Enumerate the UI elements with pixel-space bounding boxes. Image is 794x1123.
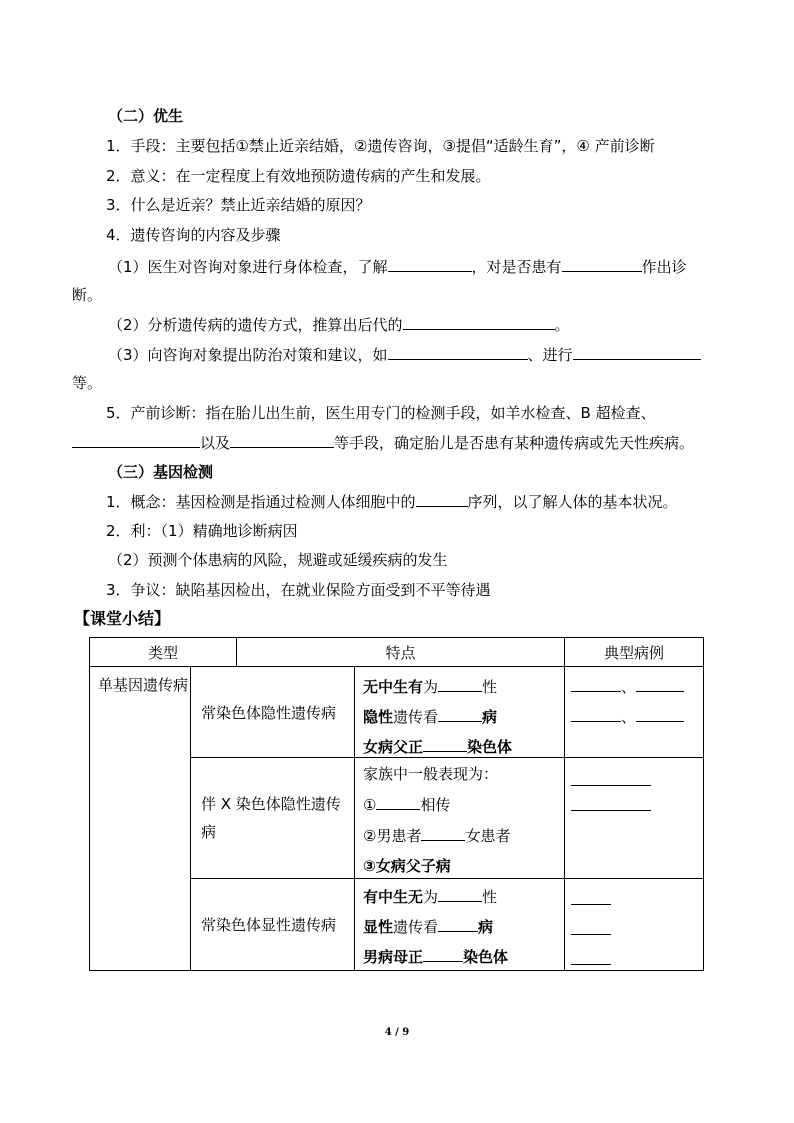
- feature-line: [363, 825, 564, 846]
- consult-step-1-text-c: 作出诊: [641, 258, 687, 276]
- feature-bold: 男病母正: [363, 948, 424, 966]
- blank-field: [438, 916, 478, 932]
- group-label: 单基因遗传病: [90, 667, 191, 971]
- feature-cell: [355, 758, 565, 879]
- yousheng-item-3: 3．什么是近亲？禁止近亲结婚的原因？: [106, 196, 371, 214]
- blank-field: [562, 256, 642, 272]
- blank-field: [230, 432, 334, 448]
- feature-cell: [355, 879, 565, 971]
- blank-field: [416, 491, 468, 507]
- example-cell: [565, 879, 704, 971]
- consult-step-3-cont: 等。: [72, 374, 103, 392]
- yousheng-item-4: 4．遗传咨询的内容及步骤: [106, 226, 281, 244]
- example-cell: [565, 758, 704, 879]
- blank-field: [423, 736, 467, 752]
- example-line: [571, 949, 703, 970]
- feature-text: ②男患者: [363, 827, 422, 845]
- feature-line: 家族中一般表现为：: [363, 765, 499, 783]
- consult-step-2: [108, 314, 570, 335]
- consult-step-2-text: （2）分析遗传病的遗传方式，推算出后代的: [108, 316, 403, 334]
- feature-text: ①: [363, 796, 377, 814]
- blank-field: [438, 706, 482, 722]
- consult-step-1: [108, 256, 687, 277]
- item-5-text-c: 等手段，确定胎儿是否患有某种遗传病或先天性疾病。: [334, 434, 695, 452]
- blank-field: [376, 794, 420, 810]
- blank-field: [571, 706, 621, 722]
- feature-text: 性: [482, 888, 498, 906]
- feature-bold: 有中生无: [363, 888, 424, 906]
- consult-step-3-text: （3）向咨询对象提出防治对策和建议，如: [108, 346, 388, 364]
- blank-field: [438, 676, 482, 692]
- header-feature: 特点: [237, 638, 565, 667]
- feature-line: [363, 736, 564, 757]
- blank-field: [571, 949, 611, 965]
- feature-line: [363, 794, 564, 815]
- feature-bold: ③女病父子病: [363, 857, 451, 875]
- feature-text: 女患者: [465, 827, 511, 845]
- consult-step-3: [108, 344, 701, 365]
- table-row: [90, 667, 704, 758]
- feature-text: 为: [423, 888, 439, 906]
- example-line: [571, 795, 703, 816]
- header-example: 典型病例: [565, 638, 704, 667]
- yousheng-item-5: 5．产前诊断：指在胎儿出生前，医生用专门的检测手段，如羊水检查、B 超检查、: [106, 404, 656, 422]
- feature-cell: [355, 667, 565, 758]
- blank-field: [72, 432, 200, 448]
- example-line: [571, 919, 703, 940]
- consult-step-2-text-b: 。: [554, 316, 570, 334]
- feature-line: [363, 856, 564, 876]
- example-line: [571, 706, 703, 727]
- feature-bold: 病: [482, 708, 498, 726]
- feature-bold: 无中生有: [363, 678, 424, 696]
- jiyin-item-2: 2．利：（1）精确地诊断病因: [106, 522, 298, 540]
- blank-field: [571, 795, 651, 811]
- example-line: [571, 770, 703, 791]
- blank-field: [636, 676, 684, 692]
- header-type: 类型: [90, 638, 237, 667]
- feature-line: [363, 946, 564, 967]
- blank-field: [571, 919, 611, 935]
- consult-step-1-text: （1）医生对咨询对象进行身体检查，了解: [108, 258, 388, 276]
- feature-line: [363, 706, 564, 727]
- blank-field: [388, 256, 472, 272]
- feature-text: 遗传看: [393, 918, 439, 936]
- jiyin-item-1-text: 1．概念：基因检测是指通过检测人体细胞中的: [106, 493, 416, 511]
- separator: 、: [621, 708, 637, 726]
- table-header-row: [90, 638, 704, 667]
- blank-field: [571, 770, 651, 786]
- yousheng-item-5-cont: [72, 432, 694, 453]
- type-cell: 常染色体显性遗传病: [191, 879, 355, 971]
- item-5-text-b: 以及: [200, 434, 231, 452]
- feature-text: 为: [423, 678, 439, 696]
- example-cell: [565, 667, 704, 758]
- feature-bold: 病: [478, 918, 494, 936]
- consult-step-1-cont: 断。: [72, 286, 103, 304]
- jiyin-item-1-text-b: 序列，以了解人体的基本状况。: [467, 493, 678, 511]
- blank-field: [636, 706, 684, 722]
- example-line: [571, 676, 703, 697]
- jiyin-item-3: 3．争议：缺陷基因检出，在就业保险方面受到不平等待遇: [106, 581, 491, 599]
- blank-field: [438, 886, 482, 902]
- blank-field: [573, 344, 701, 360]
- summary-title: 【课堂小结】: [74, 609, 171, 628]
- jiyin-item-2b: （2）预测个体患病的风险，规避或延缓疾病的发生: [108, 551, 448, 569]
- feature-bold: 染色体: [463, 948, 509, 966]
- summary-table: [89, 637, 704, 971]
- feature-line: [363, 886, 564, 907]
- yousheng-item-2: 2．意义：在一定程度上有效地预防遗传病的产生和发展。: [106, 167, 491, 185]
- feature-line: [363, 676, 564, 697]
- feature-bold: 女病父正: [363, 738, 424, 756]
- blank-field: [388, 344, 528, 360]
- feature-bold: 显性: [363, 918, 394, 936]
- blank-field: [403, 314, 555, 330]
- separator: 、: [621, 678, 637, 696]
- feature-text: 相传: [420, 796, 451, 814]
- page-number: 4 / 9: [384, 1027, 410, 1038]
- section-heading-jiyin: （三）基因检测: [108, 463, 214, 481]
- section-heading-yousheng: （二）优生: [108, 107, 184, 125]
- type-cell: 常染色体隐性遗传病: [191, 667, 355, 758]
- type-cell: 伴 X 染色体隐性遗传病: [191, 758, 355, 879]
- blank-field: [571, 889, 611, 905]
- blank-field: [421, 825, 465, 841]
- blank-field: [423, 946, 463, 962]
- feature-bold: 隐性: [363, 708, 394, 726]
- yousheng-item-1: 1．手段：主要包括①禁止近亲结婚，②遗传咨询，③提倡“适龄生育”，④ 产前诊断: [106, 137, 655, 155]
- feature-text: 遗传看: [393, 708, 439, 726]
- blank-field: [571, 676, 621, 692]
- example-line: [571, 889, 703, 910]
- consult-step-1-text-b: ，对是否患有: [471, 258, 562, 276]
- feature-line: [363, 916, 564, 937]
- jiyin-item-1: [106, 491, 678, 512]
- feature-bold: 染色体: [467, 738, 513, 756]
- feature-text: 性: [482, 678, 498, 696]
- consult-step-3-text-b: 、进行: [527, 346, 573, 364]
